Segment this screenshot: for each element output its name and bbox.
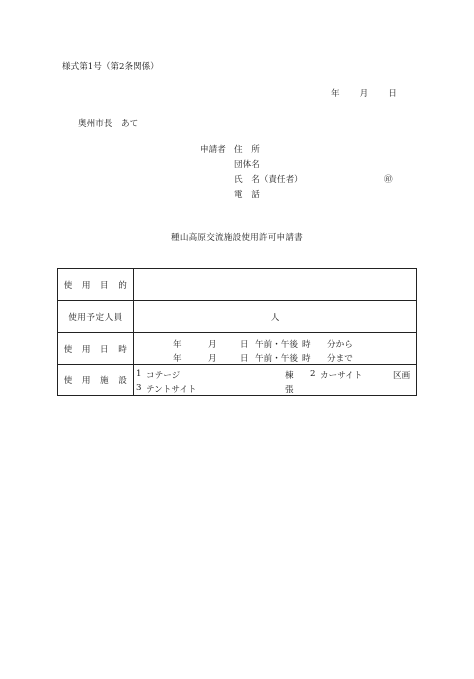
datetime-field[interactable]	[134, 333, 417, 365]
purpose-field[interactable]	[134, 269, 417, 301]
datetime-row	[58, 333, 417, 365]
from-minute-label: 分から	[327, 339, 353, 350]
to-month-label: 月	[208, 353, 217, 364]
usage-table	[57, 268, 417, 396]
to-year-label: 年	[173, 353, 182, 364]
seal-mark: ㊞	[384, 175, 393, 185]
facility-label: 使 用 施 設	[58, 365, 134, 396]
from-hour-label: 時	[302, 339, 311, 350]
purpose-label: 使 用 目 的	[58, 269, 134, 301]
purpose-row	[58, 269, 417, 301]
phone-label: 電 話	[234, 190, 260, 200]
facility-row	[58, 365, 417, 396]
facility-1-unit: 棟	[285, 370, 294, 381]
document-title: 種山高原交流施設使用許可申請書	[171, 233, 303, 243]
facility-3-unit: 張	[285, 384, 294, 395]
to-day-label: 日	[240, 353, 249, 364]
facility-2-number: 2	[310, 368, 316, 379]
facility-3-name: テントサイト	[146, 384, 197, 395]
date-year-label: 年	[331, 89, 340, 99]
people-row	[58, 301, 417, 333]
to-hour-label: 時	[302, 353, 311, 364]
from-ampm-label: 午前・午後	[255, 339, 298, 350]
address-label: 住 所	[234, 145, 260, 155]
people-field[interactable]	[134, 301, 417, 333]
facility-2-unit: 区画	[393, 370, 411, 381]
facility-2-name: カーサイト	[320, 370, 363, 381]
date-line	[331, 90, 397, 99]
people-label: 使用予定人員	[58, 301, 134, 333]
facility-field[interactable]	[134, 365, 417, 396]
facility-1-number: 1	[136, 368, 142, 379]
addressee: 奥州市長 あて	[78, 119, 139, 129]
date-month-label: 月	[359, 89, 369, 99]
datetime-label: 使 用 日 時	[58, 333, 134, 365]
to-minute-label: 分まで	[327, 353, 353, 364]
from-year-label: 年	[173, 339, 182, 350]
organization-label: 団体名	[234, 160, 260, 170]
from-month-label: 月	[208, 339, 217, 350]
facility-1-name: コテージ	[146, 370, 181, 381]
people-unit: 人	[270, 312, 280, 323]
name-label: 氏 名（責任者）	[234, 175, 303, 185]
from-day-label: 日	[240, 339, 249, 350]
form-number: 様式第1号（第2条関係）	[62, 62, 159, 72]
applicant-heading: 申請者	[200, 145, 226, 155]
facility-3-number: 3	[136, 382, 142, 393]
date-day-label: 日	[388, 89, 397, 99]
to-ampm-label: 午前・午後	[255, 353, 298, 364]
